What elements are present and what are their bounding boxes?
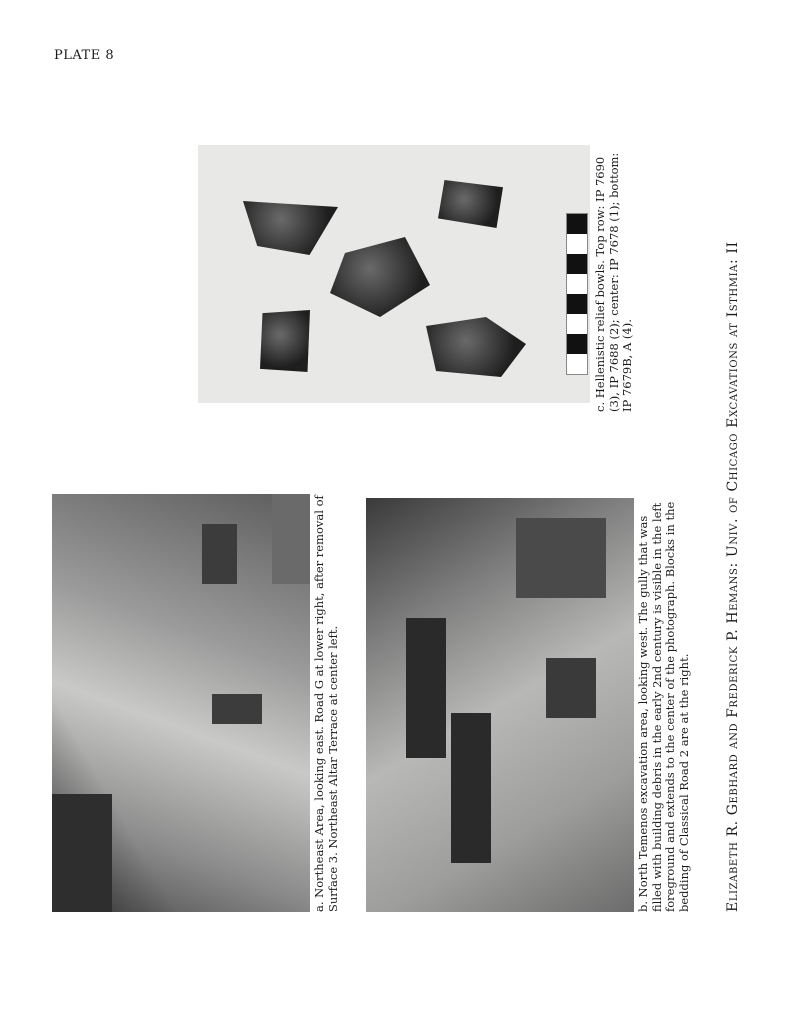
sherd xyxy=(438,180,503,228)
caption-c: c. Hellenistic relief bowls. Top row: IP 7690 (3), IP 7688 (2); center: IP 7678 (1); bottom: IP 7679B, A (4). xyxy=(593,152,634,412)
running-head: Elizabeth R. Gebhard and Frederick P. Hemans: Univ. of Chicago Excavations at Isthmia: II xyxy=(725,241,741,912)
sherd xyxy=(330,237,430,317)
stone-block xyxy=(202,524,237,584)
shadow-area xyxy=(52,794,112,912)
scale-bar xyxy=(566,213,588,375)
sherd xyxy=(260,310,310,372)
caption-b: b. North Temenos excavation area, looking west. The gully that was filled with building debris in the early 2nd century is visible in the left foreground and extends to the center of the photograph. Blocks in the bedding of Classical Road 2 are at the right. xyxy=(636,501,691,912)
photo-a-northeast-area xyxy=(52,494,310,912)
plate-label: PLATE 8 xyxy=(54,48,115,63)
sherd xyxy=(426,317,526,377)
debris-area xyxy=(546,658,596,718)
sherd xyxy=(243,195,338,255)
stone-block xyxy=(272,494,310,584)
stone-block xyxy=(451,713,491,863)
photo-b-north-temenos xyxy=(366,498,634,912)
debris-area xyxy=(516,518,606,598)
stone-block xyxy=(212,694,262,724)
caption-a: a. Northeast Area, looking east. Road G at lower right, after removal of Surface 3. Northeast Altar Terrace at center left. xyxy=(312,495,340,912)
stone-block xyxy=(406,618,446,758)
photo-c-relief-bowls xyxy=(198,145,590,403)
